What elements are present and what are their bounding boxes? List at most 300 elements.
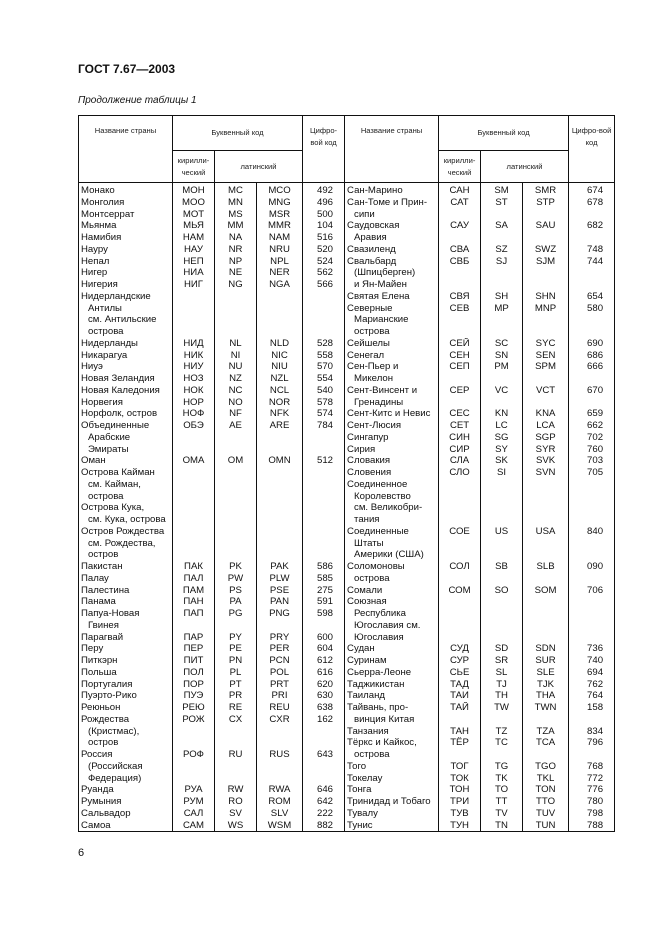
cell-line: NF <box>229 408 242 420</box>
cell-line: Судан <box>347 643 375 655</box>
cell-line <box>523 314 568 326</box>
cell-line: 580 <box>587 302 604 314</box>
cell-line: см. Антильские <box>88 314 157 326</box>
cell-line <box>481 373 522 385</box>
cell-line: СУР <box>449 655 470 666</box>
cell-line: 630 <box>317 690 334 702</box>
cell-line: PG <box>228 608 243 619</box>
cell-line: Тёркс и Кайкос, <box>347 737 417 749</box>
cell-line: острова <box>88 326 124 337</box>
cell-line <box>481 714 522 726</box>
cell-line <box>257 737 302 749</box>
cell-line: NZ <box>229 373 242 384</box>
cell-line: TV <box>495 807 508 819</box>
cell-line: СЬЕ <box>449 666 470 678</box>
cell-line: МОО <box>182 196 205 208</box>
header-letter-code-right: Буквенный код <box>439 116 569 151</box>
cell-line: 512 <box>317 455 334 467</box>
cell-line <box>257 314 302 326</box>
cell-line <box>303 502 344 514</box>
cell-line <box>439 232 480 244</box>
cell-line: LC <box>495 420 508 431</box>
left-cyrillic-column <box>173 183 215 832</box>
cell-line <box>439 549 480 561</box>
cell-line: 659 <box>587 408 604 420</box>
cell-line <box>257 761 302 773</box>
cell-line: PAK <box>270 561 289 572</box>
cell-line: СИР <box>449 443 470 455</box>
cell-line <box>257 526 302 538</box>
cell-line: 780 <box>587 796 604 807</box>
cell-line: PA <box>229 596 242 608</box>
cell-line <box>303 737 344 749</box>
cell-line <box>215 726 256 738</box>
cell-line: Сент-Люсия <box>347 420 402 431</box>
cell-line <box>303 314 344 326</box>
cell-line: MM <box>227 220 244 232</box>
cell-line: Таджикистан <box>347 678 405 690</box>
cell-line: PRT <box>270 678 290 690</box>
cell-line: НОФ <box>182 408 205 420</box>
cell-line <box>439 573 480 585</box>
cell-line: RUS <box>269 749 290 760</box>
cell-line: SB <box>495 561 508 572</box>
cell-line <box>173 538 214 550</box>
cell-line: Нидерланды <box>81 337 138 349</box>
cell-line: 554 <box>317 373 334 384</box>
cell-line: острова <box>354 749 390 760</box>
cell-line: СУД <box>450 643 469 655</box>
cell-line: TGO <box>535 760 556 772</box>
cell-line: SG <box>494 431 509 443</box>
cell-line: СИН <box>449 431 470 443</box>
cell-line: OMN <box>268 455 291 467</box>
cell-line: острова <box>354 326 390 337</box>
cell-line: 748 <box>587 243 604 255</box>
cell-line <box>173 514 214 526</box>
cell-line: ОМА <box>182 455 205 467</box>
cell-line: Самоа <box>81 819 111 831</box>
cell-line: Гренадины <box>354 396 404 408</box>
cell-line <box>569 314 614 326</box>
cell-line: Микелон <box>354 373 394 384</box>
cell-line <box>439 267 480 279</box>
cell-line <box>481 232 522 244</box>
cell-line <box>173 479 214 491</box>
cell-line <box>439 538 480 550</box>
cell-line: Намибия <box>81 232 122 243</box>
right-latin2-column <box>481 183 523 832</box>
cell-line <box>173 549 214 561</box>
cell-line: ПЕР <box>183 643 204 655</box>
cell-line: SVK <box>535 455 556 467</box>
cell-line: TZ <box>495 725 508 737</box>
cell-line: НЕП <box>183 255 204 267</box>
cell-line: Палестина <box>81 584 130 596</box>
cell-line: Тувалу <box>347 807 378 819</box>
cell-line <box>439 397 480 409</box>
cell-line: SYC <box>535 337 556 349</box>
cell-line <box>439 326 480 338</box>
cell-line <box>215 526 256 538</box>
cell-line: NIC <box>271 349 288 361</box>
cell-line: ТУН <box>450 819 469 831</box>
cell-line: Свальбард <box>347 255 397 267</box>
cell-line <box>569 373 614 385</box>
cell-line: VCT <box>535 384 556 396</box>
cell-line <box>303 291 344 303</box>
cell-line: Нидерландские <box>81 290 151 302</box>
cell-line <box>481 620 522 632</box>
cell-line <box>303 620 344 632</box>
cell-line: SN <box>494 349 509 361</box>
cell-line <box>439 491 480 503</box>
cell-line: Сент-Китс и Невис <box>347 408 431 420</box>
cell-line: ПАК <box>184 561 203 572</box>
cell-line <box>215 432 256 444</box>
cell-line: 740 <box>587 655 604 666</box>
cell-line: см. Рождества, <box>88 537 156 549</box>
cell-line <box>257 303 302 315</box>
cell-line: 682 <box>587 220 604 232</box>
cell-line: 516 <box>317 232 334 243</box>
cell-line <box>523 267 568 279</box>
cell-line: TT <box>495 796 508 807</box>
cell-line: ПАП <box>183 608 204 619</box>
cell-line <box>481 608 522 620</box>
cell-line: NCL <box>269 384 290 396</box>
cell-line <box>215 502 256 514</box>
cell-line <box>481 491 522 503</box>
cell-line: 496 <box>317 196 334 208</box>
cell-line <box>439 209 480 221</box>
cell-line: 558 <box>317 349 334 361</box>
cell-line <box>173 726 214 738</box>
header-country-name-right: Название страны <box>345 116 439 183</box>
cell-line: TG <box>494 760 509 772</box>
cell-line: Мьянма <box>81 220 117 232</box>
cell-line <box>257 491 302 503</box>
cell-line: СЕС <box>449 408 470 420</box>
cell-line <box>569 749 614 761</box>
cell-line: ТОН <box>449 784 470 796</box>
cell-line: Соединенные <box>347 525 409 537</box>
cell-line: NLD <box>269 337 290 349</box>
cell-line: МЬЯ <box>183 220 204 232</box>
cell-line: CX <box>228 713 243 725</box>
cell-line: Арабские <box>88 431 131 443</box>
cell-line: THA <box>535 690 556 702</box>
cell-line: Тайвань, про- <box>347 702 409 713</box>
cell-line <box>481 538 522 550</box>
cell-line: MP <box>494 302 509 314</box>
cell-line: MC <box>228 185 243 196</box>
cell-line: SD <box>494 643 509 655</box>
cell-line: САУ <box>450 220 469 232</box>
cell-line <box>173 467 214 479</box>
cell-line: Норвегия <box>81 396 123 408</box>
cell-line: Острова Кайман <box>81 467 155 478</box>
cell-line <box>215 326 256 338</box>
cell-line <box>523 209 568 221</box>
cell-line: NL <box>229 337 242 349</box>
cell-line: SH <box>494 290 509 302</box>
cell-line <box>303 526 344 538</box>
cell-line <box>257 467 302 479</box>
cell-line: СЕВ <box>449 302 470 314</box>
cell-line <box>481 479 522 491</box>
cell-line <box>523 573 568 585</box>
cell-line: Марианские <box>354 314 409 326</box>
cell-line: Эмираты <box>88 443 129 455</box>
cell-line: Монголия <box>81 196 125 208</box>
cell-line: PN <box>228 655 243 666</box>
cell-line: NR <box>228 243 243 255</box>
cell-line: SR <box>494 655 509 666</box>
cell-line: NZL <box>270 373 289 384</box>
cell-line: SHN <box>535 290 556 302</box>
cell-line <box>523 549 568 561</box>
right-cyrillic-column <box>439 183 481 832</box>
cell-line <box>481 209 522 221</box>
cell-line: Ниуэ <box>81 361 103 373</box>
cell-line: Острова Кука, <box>81 502 145 514</box>
cell-line: NC <box>228 384 243 396</box>
cell-line: Сент-Винсент и <box>347 384 418 396</box>
header-cyrillic: кирилли-ческий <box>173 151 215 183</box>
cell-line: TO <box>494 784 509 796</box>
cell-line <box>257 326 302 338</box>
cell-line: KNA <box>535 408 556 420</box>
cell-line <box>257 726 302 738</box>
cell-line: Словакия <box>347 455 391 467</box>
cell-line: Соединенное <box>347 478 408 490</box>
cell-line: САМ <box>182 819 205 831</box>
cell-line: (Шпицберген) <box>354 267 416 279</box>
header-latin-right: латинский <box>481 151 569 183</box>
cell-line <box>303 432 344 444</box>
cell-line <box>173 291 214 303</box>
cell-line <box>173 326 214 338</box>
cell-line: 492 <box>317 185 334 196</box>
cell-line: ROM <box>268 796 291 807</box>
cell-line: 520 <box>317 243 334 255</box>
cell-line: WS <box>227 819 244 831</box>
cell-line: СОЛ <box>449 561 470 572</box>
cell-line: NG <box>228 279 243 290</box>
cell-line: TH <box>495 690 508 702</box>
cell-line: 670 <box>587 384 604 396</box>
cell-line <box>481 749 522 761</box>
cell-line: Сьерра-Леоне <box>347 666 412 678</box>
cell-line: Сирия <box>347 443 376 455</box>
cell-line: 646 <box>317 784 334 796</box>
cell-line: ПАН <box>183 596 204 608</box>
cell-line: PK <box>229 561 242 572</box>
cell-line: 784 <box>317 420 334 431</box>
cell-line: LCA <box>536 420 555 431</box>
cell-line: Соломоновы <box>347 561 405 572</box>
table-body-row <box>79 183 615 832</box>
cell-line: PCN <box>269 655 290 666</box>
cell-line: Россия <box>81 749 113 760</box>
cell-line <box>215 538 256 550</box>
cell-line: TN <box>495 819 508 831</box>
header-latin: латинский <box>215 151 303 183</box>
cell-line: 578 <box>317 396 334 408</box>
cell-line: 654 <box>587 290 604 302</box>
cell-line: СЕП <box>449 361 470 373</box>
cell-line: TZA <box>536 725 555 737</box>
cell-line: (Кристмас), <box>88 725 140 737</box>
cell-line: Нигерия <box>81 279 118 290</box>
cell-line: TUV <box>535 807 556 819</box>
cell-line <box>569 573 614 585</box>
cell-line: 840 <box>587 525 604 537</box>
cell-line: TW <box>494 702 509 713</box>
cell-line <box>523 514 568 526</box>
cell-line: НИУ <box>183 361 204 373</box>
cell-line: MNG <box>268 196 291 208</box>
cell-line: Сан-Марино <box>347 185 403 196</box>
cell-line: AE <box>229 420 242 431</box>
cell-line: PAN <box>270 596 290 608</box>
cell-line <box>303 549 344 561</box>
cell-line: Науру <box>81 243 108 255</box>
cell-line: САЛ <box>183 807 204 819</box>
cell-line <box>523 491 568 503</box>
cell-line <box>173 314 214 326</box>
cell-line: ТАИ <box>450 690 469 702</box>
cell-line: SO <box>494 584 509 596</box>
cell-line: TKL <box>536 772 555 784</box>
cell-line <box>523 596 568 608</box>
cell-line: СЕР <box>449 384 470 396</box>
cell-line: (Российская <box>88 760 143 772</box>
cell-line: NI <box>230 349 241 361</box>
document-id: ГОСТ 7.67—2003 <box>78 62 176 76</box>
cell-line: 882 <box>317 819 334 831</box>
cell-line: Палау <box>81 572 109 584</box>
cell-line <box>481 314 522 326</box>
cell-line <box>569 209 614 221</box>
cell-line: TJK <box>537 678 555 690</box>
cell-line: SLE <box>536 666 555 678</box>
cell-line <box>481 596 522 608</box>
cell-line <box>303 514 344 526</box>
cell-line <box>257 538 302 550</box>
cell-line: ПОЛ <box>183 666 204 678</box>
cell-line <box>303 444 344 456</box>
cell-line: ПУЭ <box>183 690 204 702</box>
cell-line <box>523 397 568 409</box>
cell-line: MNP <box>534 302 557 314</box>
cell-line <box>523 714 568 726</box>
cell-line: PNG <box>269 608 290 619</box>
cell-line: 642 <box>317 796 334 807</box>
cell-line <box>215 291 256 303</box>
cell-line: SI <box>496 467 507 478</box>
cell-line <box>569 279 614 291</box>
cell-line <box>569 608 614 620</box>
cell-line: 686 <box>587 349 604 361</box>
cell-line: 222 <box>317 807 334 819</box>
cell-line: Союзная <box>347 596 387 608</box>
cell-line: 760 <box>587 443 604 455</box>
cell-line <box>439 314 480 326</box>
cell-line: Токелау <box>347 772 383 784</box>
cell-line: 834 <box>587 725 604 737</box>
cell-line: 638 <box>317 702 334 713</box>
cell-line: Сейшелы <box>347 337 390 349</box>
cell-line: NRU <box>269 243 290 255</box>
cell-line: CXR <box>269 713 290 725</box>
cell-line: SMR <box>534 185 557 196</box>
cell-line <box>439 608 480 620</box>
cell-line: Объединенные <box>81 420 150 431</box>
cell-line: 566 <box>317 279 334 290</box>
cell-line: тания <box>354 514 380 525</box>
cell-line: TWN <box>534 702 557 713</box>
cell-line: Саудовская <box>347 220 400 232</box>
cell-line <box>257 291 302 303</box>
cell-line <box>569 632 614 644</box>
cell-line: 570 <box>317 361 334 373</box>
cell-line <box>173 737 214 749</box>
cell-line: MCO <box>268 185 291 196</box>
cell-line: 598 <box>317 608 334 619</box>
cell-line: Перу <box>81 643 104 655</box>
cell-line: СЕТ <box>449 420 470 431</box>
cell-line: 678 <box>587 196 604 208</box>
cell-line: Гвинея <box>88 619 119 631</box>
cell-line: ТЁР <box>450 737 469 749</box>
cell-line: PT <box>229 678 242 690</box>
cell-line: САТ <box>450 196 469 208</box>
cell-line <box>303 479 344 491</box>
cell-line: MS <box>228 208 243 220</box>
cell-line: NO <box>228 396 243 408</box>
cell-line: Питкэрн <box>81 655 118 666</box>
cell-line: Папуа-Новая <box>81 608 140 619</box>
cell-line <box>173 620 214 632</box>
header-digital-code: Цифро-вой код <box>303 116 345 183</box>
cell-line: TJ <box>496 678 507 690</box>
cell-line <box>439 373 480 385</box>
cell-line: KN <box>494 408 509 420</box>
cell-line <box>481 514 522 526</box>
cell-line: ТАН <box>450 725 469 737</box>
cell-line: Парагвай <box>81 631 124 643</box>
cell-line: SOM <box>534 584 557 596</box>
cell-line <box>257 432 302 444</box>
cell-line: 788 <box>587 819 604 831</box>
cell-line: PRI <box>271 690 288 702</box>
cell-line: PSE <box>269 584 290 596</box>
cell-line: RW <box>227 784 244 796</box>
cell-line: ТОК <box>450 772 469 784</box>
cell-line: Остров Рождества <box>81 525 165 537</box>
cell-line: SVN <box>535 467 556 478</box>
cell-line: 528 <box>317 337 334 349</box>
cell-line: 604 <box>317 643 334 655</box>
header-country-name: Название страны <box>79 116 173 183</box>
cell-line <box>173 432 214 444</box>
cell-line <box>523 502 568 514</box>
cell-line: SLV <box>270 807 289 819</box>
cell-line: PR <box>228 690 243 702</box>
cell-line: SL <box>495 666 508 678</box>
